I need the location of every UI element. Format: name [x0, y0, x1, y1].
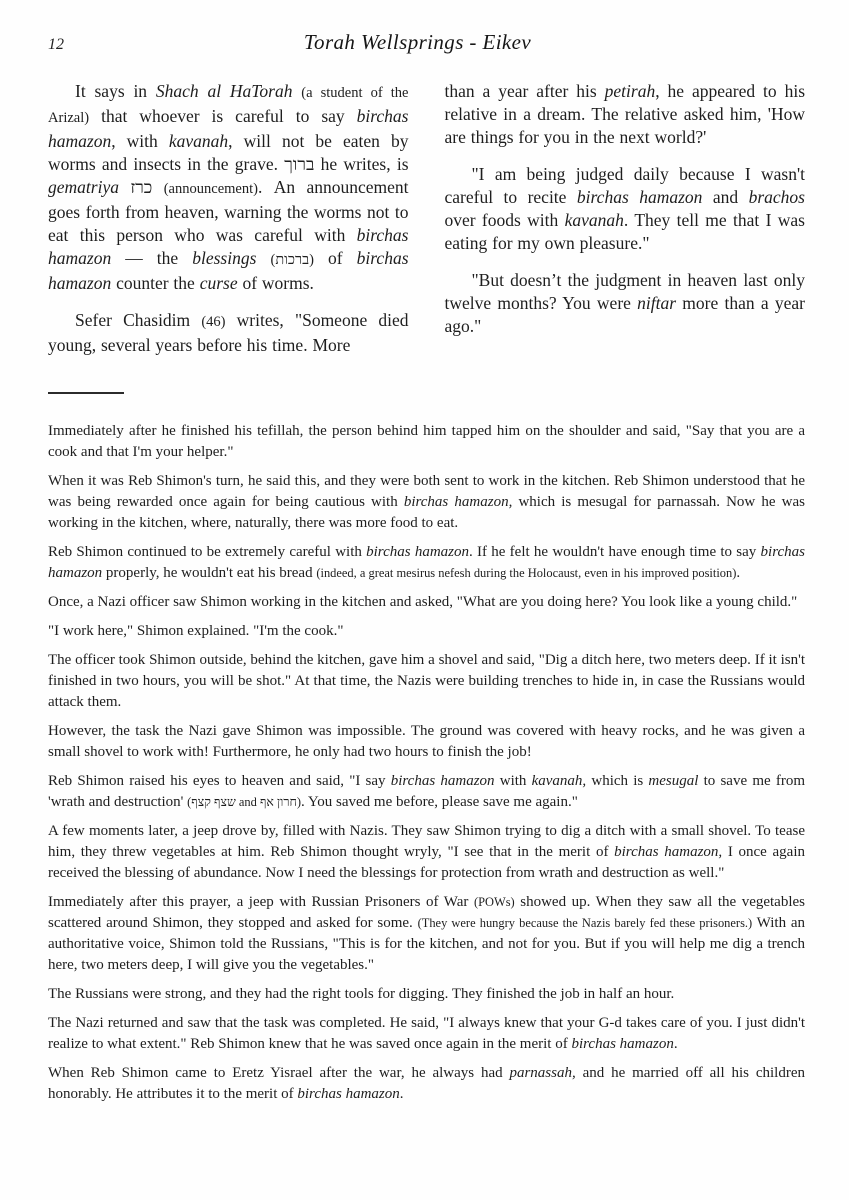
- text-run: over foods with: [444, 210, 565, 230]
- footnote-paragraph: [48, 650, 805, 713]
- text-run: .: [736, 565, 741, 581]
- text-run: . They tell me that I was eating for my own pleasure.": [444, 210, 805, 253]
- text-run: ): [296, 795, 301, 809]
- text-run: mesugal: [648, 773, 699, 789]
- text-run: [256, 248, 270, 268]
- text-run: more than a year ago.": [444, 293, 805, 336]
- text-run: (: [187, 795, 192, 809]
- text-run: brachos: [748, 187, 805, 207]
- text-run: The Nazi returned and saw that the task was completed. He said, "I always knew that your G-d takes care of you. I just didn't realize to what extent." Reb Shimon knew that he was saved once again in the merit of: [48, 1015, 805, 1052]
- body-paragraph: [48, 80, 409, 295]
- text-run: birchas hamazon,: [403, 494, 513, 510]
- hebrew-text-run: ברוך: [284, 154, 315, 174]
- text-run: birchas hamazon: [571, 1036, 674, 1052]
- text-run: . An announcement goes forth from heaven, warning the worms not to eat this person who was careful with: [48, 177, 409, 245]
- text-run: writes, "Someone died young, several years before his time. More: [48, 310, 409, 355]
- footnote-paragraph: [48, 984, 805, 1005]
- text-run: kavanah: [564, 210, 624, 230]
- text-run: , with: [111, 131, 169, 151]
- page-title: Torah Wellsprings - Eikev: [303, 30, 532, 54]
- footnote-paragraph: [48, 721, 805, 763]
- text-run: birchas hamazon: [297, 1086, 400, 1102]
- text-run: Reb Shimon raised his eyes to heaven and said, "I say: [48, 773, 391, 789]
- text-run: .: [399, 1086, 404, 1102]
- text-run: curse: [199, 273, 238, 293]
- text-run: , he appeared to his relative in a dream. The relative asked him, 'How are things for you in the next world?': [444, 81, 805, 147]
- text-run: However, the task the Nazi gave Shimon was impossible. The ground was covered with heavy rocks, and he was given a small shovel to work with! Furthermore, he only had two hours to finish the job!: [48, 723, 805, 760]
- footnote-divider: [48, 392, 124, 394]
- text-run: and he married off all his children honorably. He attributes it to the merit of: [48, 1065, 805, 1102]
- body-paragraph: [445, 80, 806, 149]
- footnote-paragraph: [48, 821, 805, 884]
- body-paragraph: [445, 269, 806, 338]
- hebrew-text-run: שצף קצף: [191, 795, 236, 809]
- text-run: "But doesn’t the judgment in heaven last only twelve months? You were: [444, 270, 805, 313]
- footnote-paragraph: [48, 421, 805, 463]
- text-run: (46): [201, 314, 226, 330]
- footnote-paragraph: [48, 892, 805, 976]
- hebrew-text-run: ברכות: [275, 252, 310, 268]
- text-run: I once again received the blessing of abundance. Now I need the blessings for protection from wrath and destruction as well.": [48, 844, 805, 881]
- page-number: 12: [48, 36, 64, 53]
- text-run: parnassah,: [509, 1065, 576, 1081]
- text-run: birchas hamazon: [48, 225, 409, 268]
- hebrew-text-run: כרז: [130, 177, 153, 197]
- text-run: and: [702, 187, 749, 207]
- text-run: birchas hamazon: [576, 187, 703, 207]
- text-run: [292, 81, 301, 101]
- text-run: — the: [111, 248, 193, 268]
- right-column: [445, 80, 806, 371]
- text-run: Immediately after this prayer, a jeep with Russian Prisoners of War: [48, 894, 474, 910]
- text-run: birchas hamazon,: [614, 844, 723, 860]
- text-run: blessings: [192, 248, 257, 268]
- text-run: which is: [586, 773, 649, 789]
- text-run: A few moments later, a jeep drove by, filled with Nazis. They saw Shimon trying to dig a ditch with a small shovel. To tease him, they threw vegetables at him. Reb Shimon thought wryly, "I see that in the merit of: [48, 823, 805, 860]
- text-run: birchas hamazon: [390, 773, 495, 789]
- footnote-section: [48, 421, 805, 1105]
- text-run: gematriya: [48, 177, 119, 197]
- text-run: that whoever is careful to say: [89, 106, 357, 126]
- body-paragraph: [445, 163, 806, 255]
- text-run: niftar: [637, 293, 677, 313]
- text-run: "I am being judged daily because I wasn't careful to recite: [444, 164, 805, 207]
- text-run: (announcement): [163, 181, 258, 197]
- page-header: [48, 30, 805, 55]
- text-run: and: [235, 795, 260, 809]
- footnote-paragraph: [48, 471, 805, 534]
- text-run: "I work here," Shimon explained. "I'm the cook.": [48, 623, 344, 639]
- text-run: to save me from 'wrath and destruction': [48, 773, 805, 810]
- text-run: Immediately after he finished his tefillah, the person behind him tapped him on the shoulder and said, "Say that you are a cook and that I'm your helper.": [48, 423, 805, 460]
- text-run: kavanah: [168, 131, 229, 151]
- main-text-columns: [48, 80, 805, 371]
- footnote-paragraph: [48, 771, 805, 813]
- text-run: When Reb Shimon came to Eretz Yisrael after the war, he always had: [48, 1065, 510, 1081]
- text-run: The Russians were strong, and they had the right tools for digging. They finished the job in half an hour.: [48, 986, 675, 1002]
- hebrew-text-run: חרון אף: [259, 795, 297, 809]
- text-run: showed up. When they saw all the vegetables scattered around Shimon, they stopped and asked for some.: [48, 894, 805, 931]
- text-run: than a year after his: [444, 81, 605, 101]
- text-run: [119, 177, 130, 197]
- footnote-paragraph: [48, 621, 805, 642]
- footnote-paragraph: [48, 592, 805, 613]
- text-run: (POWs): [473, 895, 515, 909]
- footnote-paragraph: [48, 542, 805, 584]
- left-column: [48, 80, 409, 371]
- text-run: Shach al HaTorah: [155, 81, 293, 101]
- text-run: properly, he wouldn't eat his bread: [102, 565, 317, 581]
- text-run: Reb Shimon continued to be extremely careful with: [48, 544, 367, 560]
- text-run: petirah: [604, 81, 656, 101]
- text-run: (: [270, 252, 276, 268]
- text-run: of: [313, 248, 357, 268]
- footnote-paragraph: [48, 1063, 805, 1105]
- text-run: he writes, is: [314, 154, 409, 174]
- body-paragraph: [48, 309, 409, 357]
- text-run: which is mesugal for parnassah. Now he was working in the kitchen, where, naturally, there was more food to eat.: [48, 494, 805, 531]
- text-run: When it was Reb Shimon's turn, he said this, and they were both sent to work in the kitchen. Reb Shimon understood that he was being rewarded once again for being cautious with: [48, 473, 805, 510]
- text-run: . If he felt he wouldn't have enough time to say: [469, 544, 761, 560]
- text-run: With an authoritative voice, Shimon told the Russians, "This is for the kitchen, and not for you. But if you will help me dig a trench here, two meters deep, I will give you the vegetables.": [48, 915, 806, 973]
- text-run: (a student of the Arizal): [48, 85, 409, 126]
- text-run: .: [673, 1036, 678, 1052]
- text-run: (They were hungry because the Nazis barely fed these prisoners.): [417, 916, 753, 930]
- text-run: , will not be eaten by worms and insects in the grave.: [48, 131, 409, 174]
- text-run: ): [309, 252, 314, 268]
- text-run: birchas hamazon: [48, 106, 409, 151]
- text-run: kavanah,: [531, 773, 587, 789]
- text-run: It says in: [75, 81, 156, 101]
- text-run: The officer took Shimon outside, behind the kitchen, gave him a shovel and said, "Dig a ditch here, two meters deep. If it isn't finished in two hours, you will be shot." At that time, the Nazis were building trenches to hide in, in case the Russians would attack them.: [48, 652, 805, 710]
- text-run: of worms.: [237, 273, 314, 293]
- text-run: . You saved me before, please save me again.": [300, 794, 578, 810]
- text-run: birchas hamazon: [366, 544, 470, 560]
- text-run: (indeed, a great mesirus nefesh during the Holocaust, even in his improved position): [316, 566, 737, 580]
- footnote-paragraph: [48, 1013, 805, 1055]
- text-run: birchas hamazon: [48, 248, 409, 293]
- text-run: counter the: [111, 273, 200, 293]
- text-run: [152, 177, 163, 197]
- text-run: with: [494, 773, 532, 789]
- text-run: Once, a Nazi officer saw Shimon working in the kitchen and asked, "What are you doing here? You look like a young child.": [48, 594, 798, 610]
- text-run: Sefer Chasidim: [75, 310, 202, 330]
- text-run: birchas hamazon: [48, 544, 805, 581]
